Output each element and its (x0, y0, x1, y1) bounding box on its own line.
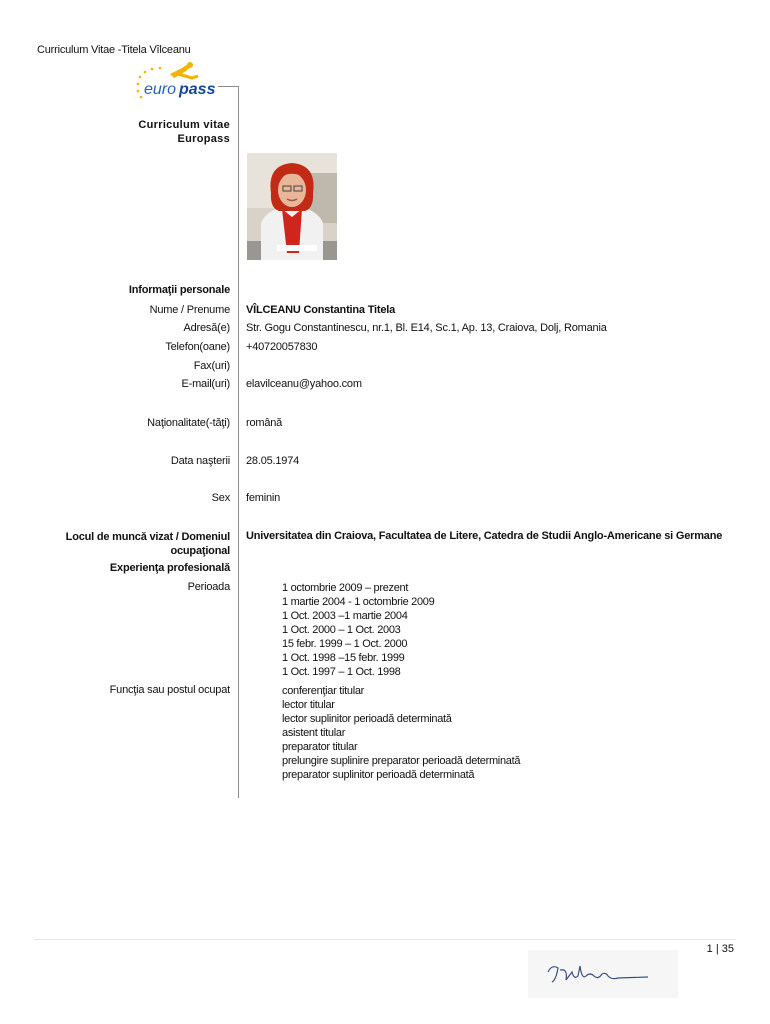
cv-title-line1: Curriculum vitae (138, 119, 230, 131)
position-label: Funcţia sau postul ocupat (109, 684, 230, 696)
section-experience: Experienţa profesională (109, 562, 230, 574)
footer-divider (34, 939, 736, 940)
sex-label: Sex (211, 492, 230, 504)
logo-text-euro: euro (144, 81, 177, 98)
email-label: E-mail(uri) (181, 378, 230, 390)
period-item: 1 Oct. 2003 –1 martie 2004 (282, 610, 408, 622)
position-list (282, 684, 520, 782)
period-item: 15 febr. 1999 – 1 Oct. 2000 (282, 638, 408, 650)
name-label: Nume / Prenume (149, 304, 230, 316)
address-label: Adresă(e) (183, 322, 230, 334)
position-item: preparator suplinitor perioadă determinată (282, 769, 475, 781)
name-value: VÎLCEANU Constantina Titela (246, 304, 396, 316)
sex-value: feminin (246, 492, 281, 504)
period-list (282, 581, 434, 679)
column-divider (238, 86, 239, 798)
document-header-title: Curriculum Vitae -Titela Vîlceanu (37, 44, 191, 56)
portrait-photo (247, 153, 337, 260)
address-value: Str. Gogu Constantinescu, nr.1, Bl. E14, Sc.1, Ap. 13, Craiova, Dolj, Romania (246, 322, 607, 334)
job-value: Universitatea din Craiova, Facultatea de Litere, Catedra de Studii Anglo-Americane si Germane (246, 530, 723, 542)
nationality-value: română (246, 417, 283, 429)
position-item: conferenţiar titular (282, 685, 365, 697)
position-item: lector titular (282, 699, 335, 711)
job-label-line2: ocupaţional (170, 545, 230, 557)
email-value[interactable]: elavilceanu@yahoo.com (246, 378, 362, 390)
europass-figure-icon (170, 62, 198, 78)
birthdate-label: Data naşterii (170, 455, 230, 467)
phone-label: Telefon(oane) (165, 341, 230, 353)
page-number: 1 | 35 (706, 943, 734, 955)
period-label: Perioada (187, 581, 230, 593)
birthdate-value: 28.05.1974 (246, 455, 300, 467)
period-item: 1 martie 2004 - 1 octombrie 2009 (282, 596, 435, 608)
fax-label: Fax(uri) (193, 360, 230, 372)
position-item: lector suplinitor perioadă determinată (282, 713, 452, 725)
job-label (66, 530, 230, 558)
column-divider-tick (218, 86, 239, 87)
cv-title-line2: Europass (177, 133, 230, 145)
signature-image (528, 950, 678, 998)
period-item: 1 Oct. 2000 – 1 Oct. 2003 (282, 624, 401, 636)
job-label-line1: Locul de muncă vizat / Domeniul (65, 531, 230, 543)
period-item: 1 Oct. 1997 – 1 Oct. 1998 (282, 666, 401, 678)
period-item: 1 Oct. 1998 –15 febr. 1999 (282, 652, 405, 664)
position-item: asistent titular (282, 727, 346, 739)
nationality-label: Naţionalitate(-tăţi) (147, 417, 230, 429)
logo-text-pass: pass (179, 81, 216, 98)
phone-value: +40720057830 (246, 341, 318, 353)
position-item: preparator titular (282, 741, 358, 753)
period-item: 1 octombrie 2009 – prezent (282, 582, 409, 594)
section-personal-info: Informaţii personale (128, 284, 230, 296)
position-item: prelungire suplinire preparator perioadă determinată (282, 755, 521, 767)
europass-logo (130, 60, 230, 104)
cv-title (138, 118, 230, 146)
